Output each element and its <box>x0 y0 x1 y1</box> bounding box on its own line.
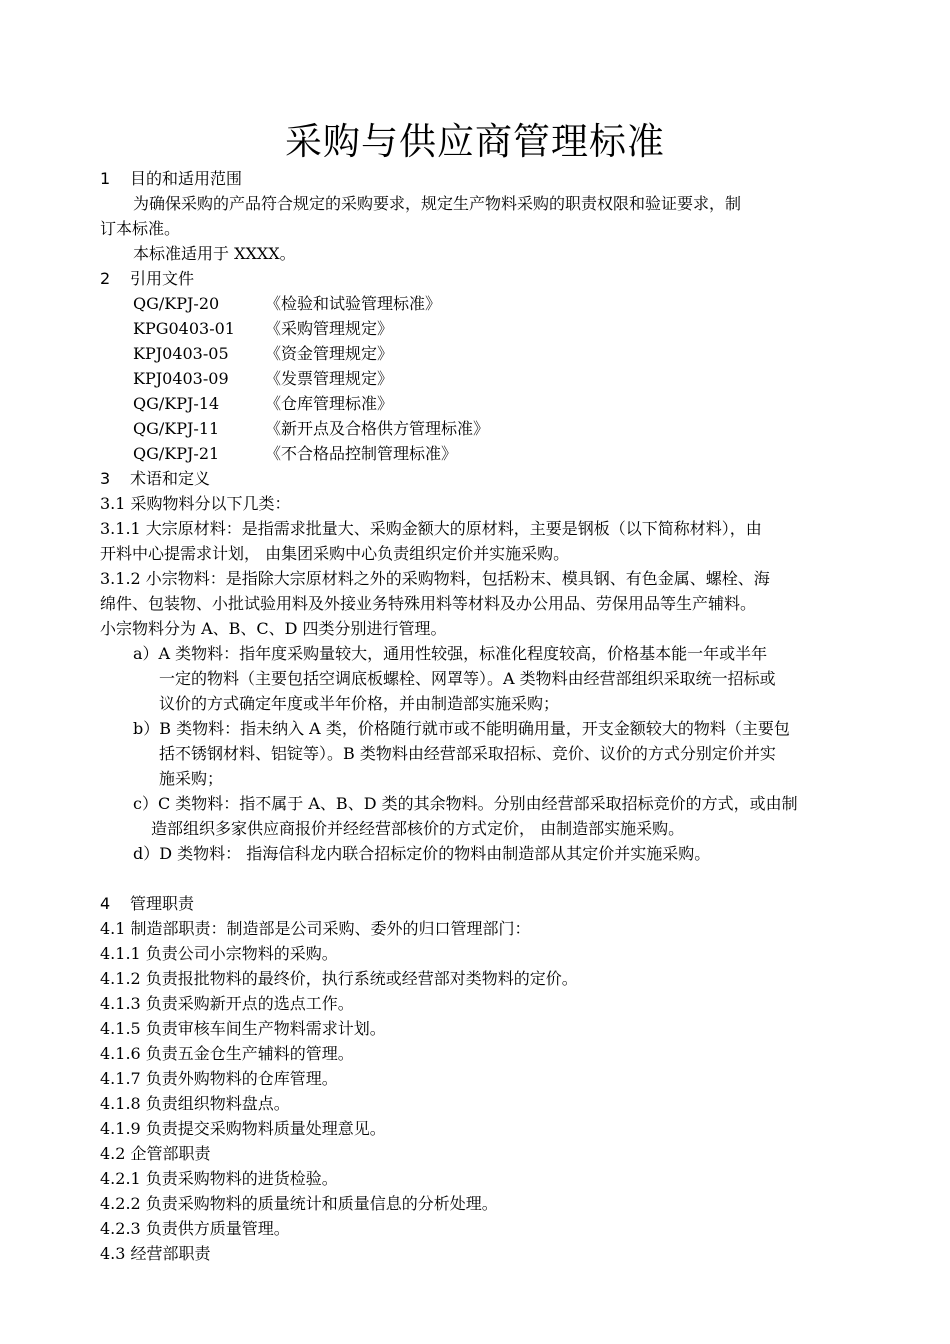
reference-code: QG/KPJ-14 <box>133 394 220 413</box>
list-continuation: 施采购； <box>159 769 224 788</box>
list-item-b-cont <box>100 741 862 766</box>
section-2-heading <box>100 266 862 291</box>
document-title: 采购与供应商管理标准 <box>285 120 665 163</box>
paragraph-line: 小宗物料分为 A、B、C、D 四类分别进行管理。 <box>100 619 447 638</box>
list-item-b-cont <box>100 766 862 791</box>
reference-name: 《新开点及合格供方管理标准》 <box>265 419 490 438</box>
list-continuation: 一定的物料（主要包括空调底板螺栓、网罩等）。A 类物料由经营部组织采取统一招标或 <box>159 669 776 688</box>
duty-line: 4.2 企管部职责 <box>100 1144 211 1163</box>
duty-line: 4.1.5 负责审核车间生产物料需求计划。 <box>100 1019 386 1038</box>
section-1-heading <box>100 166 862 191</box>
duty-line: 4.1.1 负责公司小宗物料的采购。 <box>100 944 338 963</box>
reference-code: QG/KPJ-11 <box>133 419 220 438</box>
reference-code: QG/KPJ-20 <box>133 294 220 313</box>
reference-item <box>100 416 862 441</box>
section-3-heading <box>100 466 862 491</box>
duty-line: 4.1.9 负责提交采购物料质量处理意见。 <box>100 1119 386 1138</box>
list-continuation: 造部组织多家供应商报价并经经营部核价的方式定价， 由制造部实施采购。 <box>151 819 685 838</box>
list-item-c: c）C 类物料：指不属于 A、B、D 类的其余物料。分别由经营部采取招标竞价的方式，或由制 <box>133 794 798 813</box>
reference-name: 《不合格品控制管理标准》 <box>265 444 458 463</box>
paragraph-line: 为确保采购的产品符合规定的采购要求，规定生产物料采购的职责权限和验证要求，制 <box>133 194 742 213</box>
reference-item <box>100 391 862 416</box>
reference-name: 《发票管理规定》 <box>265 369 394 388</box>
reference-code: KPG0403-01 <box>133 319 235 338</box>
list-item-c-cont <box>100 816 862 841</box>
duty-line: 4.1.3 负责采购新开点的选点工作。 <box>100 994 354 1013</box>
duty-line: 4.2.2 负责采购物料的质量统计和质量信息的分析处理。 <box>100 1194 498 1213</box>
section-4-heading <box>100 891 862 916</box>
duty-line: 4.3 经营部职责 <box>100 1244 211 1263</box>
duty-line: 4.1.2 负责报批物料的最终价，执行系统或经营部对类物料的定价。 <box>100 969 578 988</box>
list-item-d: d）D 类物料： 指海信科龙内联合招标定价的物料由制造部从其定价并实施采购。 <box>133 844 711 863</box>
document-body <box>100 166 862 1266</box>
reference-name: 《仓库管理标准》 <box>265 394 394 413</box>
section-number: 4 <box>100 894 111 913</box>
paragraph-line: 本标准适用于 XXXX。 <box>133 244 296 263</box>
paragraph-line: 绵件、包装物、小批试验用料及外接业务特殊用料等材料及办公用品、劳保用品等生产辅料。 <box>100 594 757 613</box>
paragraph-line: 3.1.2 小宗物料：是指除大宗原材料之外的采购物料，包括粉末、模具钢、有色金属、螺栓、海 <box>100 569 770 588</box>
section-number: 3 <box>100 469 111 488</box>
list-item-b: b）B 类物料：指未纳入 A 类，价格随行就市或不能明确用量，开支金额较大的物料（主要包 <box>133 719 790 738</box>
paragraph-line: 开料中心提需求计划， 由集团采购中心负责组织定价并实施采购。 <box>100 544 570 563</box>
section-title: 管理职责 <box>130 894 195 913</box>
section-number: 2 <box>100 269 111 288</box>
reference-item <box>100 441 862 466</box>
section-title: 术语和定义 <box>130 469 211 488</box>
reference-item <box>100 341 862 366</box>
reference-item <box>100 366 862 391</box>
reference-name: 《资金管理规定》 <box>265 344 394 363</box>
reference-code: QG/KPJ-21 <box>133 444 220 463</box>
list-item-a-cont <box>100 691 862 716</box>
reference-code: KPJ0403-05 <box>133 344 229 363</box>
blank-line <box>100 866 862 891</box>
duty-line: 4.1.7 负责外购物料的仓库管理。 <box>100 1069 338 1088</box>
duty-line: 4.1 制造部职责：制造部是公司采购、委外的归口管理部门： <box>100 919 531 938</box>
reference-item <box>100 316 862 341</box>
list-item-a-cont <box>100 666 862 691</box>
paragraph-line: 订本标准。 <box>100 219 181 238</box>
section-title: 引用文件 <box>130 269 195 288</box>
duty-line: 4.2.3 负责供方质量管理。 <box>100 1219 290 1238</box>
list-continuation: 括不锈钢材料、铝锭等）。B 类物料由经营部采取招标、竞价、议价的方式分别定价并实 <box>159 744 776 763</box>
duty-line: 4.2.1 负责采购物料的进货检验。 <box>100 1169 338 1188</box>
list-item-a: a）A 类物料：指年度采购量较大，通用性较强，标准化程度较高，价格基本能一年或半年 <box>133 644 768 663</box>
list-continuation: 议价的方式确定年度或半年价格，并由制造部实施采购； <box>159 694 560 713</box>
duty-line: 4.1.6 负责五金仓生产辅料的管理。 <box>100 1044 354 1063</box>
reference-code: KPJ0403-09 <box>133 369 229 388</box>
reference-item <box>100 291 862 316</box>
reference-name: 《采购管理规定》 <box>265 319 394 338</box>
duty-line: 4.1.8 负责组织物料盘点。 <box>100 1094 290 1113</box>
reference-name: 《检验和试验管理标准》 <box>265 294 442 313</box>
paragraph-line: 3.1 采购物料分以下几类： <box>100 494 291 513</box>
section-title: 目的和适用范围 <box>130 169 243 188</box>
section-number: 1 <box>100 169 111 188</box>
paragraph-line: 3.1.1 大宗原材料：是指需求批量大、采购金额大的原材料，主要是钢板（以下简称材料），由 <box>100 519 762 538</box>
